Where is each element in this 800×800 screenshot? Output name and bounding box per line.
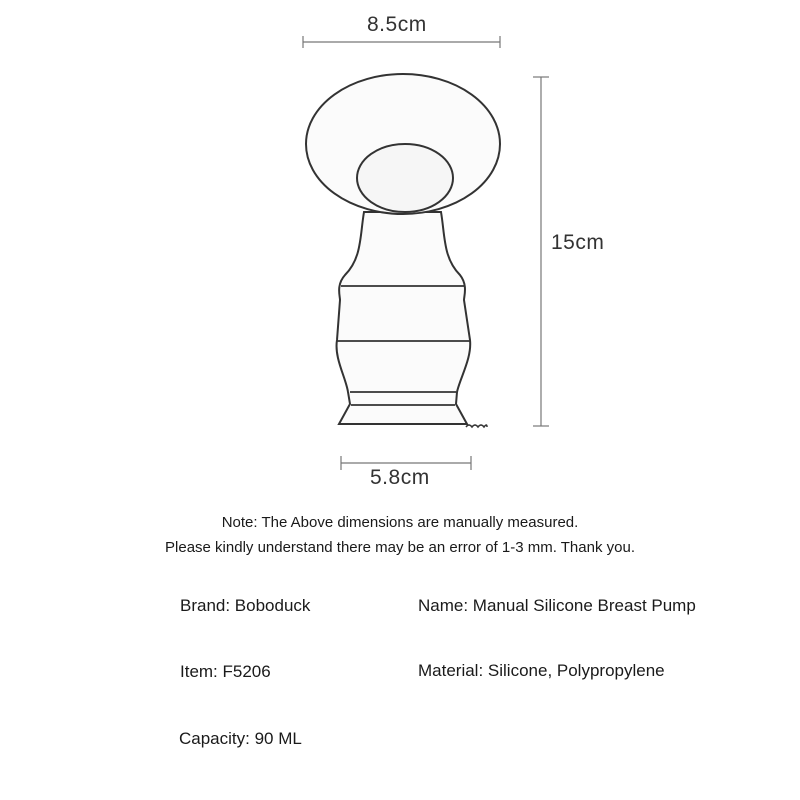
valve-detail	[466, 425, 487, 427]
height-dimension-line	[533, 77, 549, 426]
height-label: 15cm	[551, 231, 605, 254]
spec-brand: Brand: Boboduck	[180, 596, 311, 615]
note-line-2: Please kindly understand there may be an error of 1-3 mm. Thank you.	[165, 539, 635, 556]
spec-capacity: Capacity: 90 ML	[179, 729, 302, 748]
spec-material: Material: Silicone, Polypropylene	[418, 661, 665, 680]
top-width-dimension-line	[303, 36, 500, 48]
spec-item: Item: F5206	[180, 662, 271, 681]
bottom-width-label: 5.8cm	[370, 466, 430, 489]
pump-body	[306, 74, 500, 424]
spec-name: Name: Manual Silicone Breast Pump	[418, 596, 696, 615]
note-line-1: Note: The Above dimensions are manually measured.	[221, 514, 579, 531]
top-width-label: 8.5cm	[367, 13, 427, 36]
